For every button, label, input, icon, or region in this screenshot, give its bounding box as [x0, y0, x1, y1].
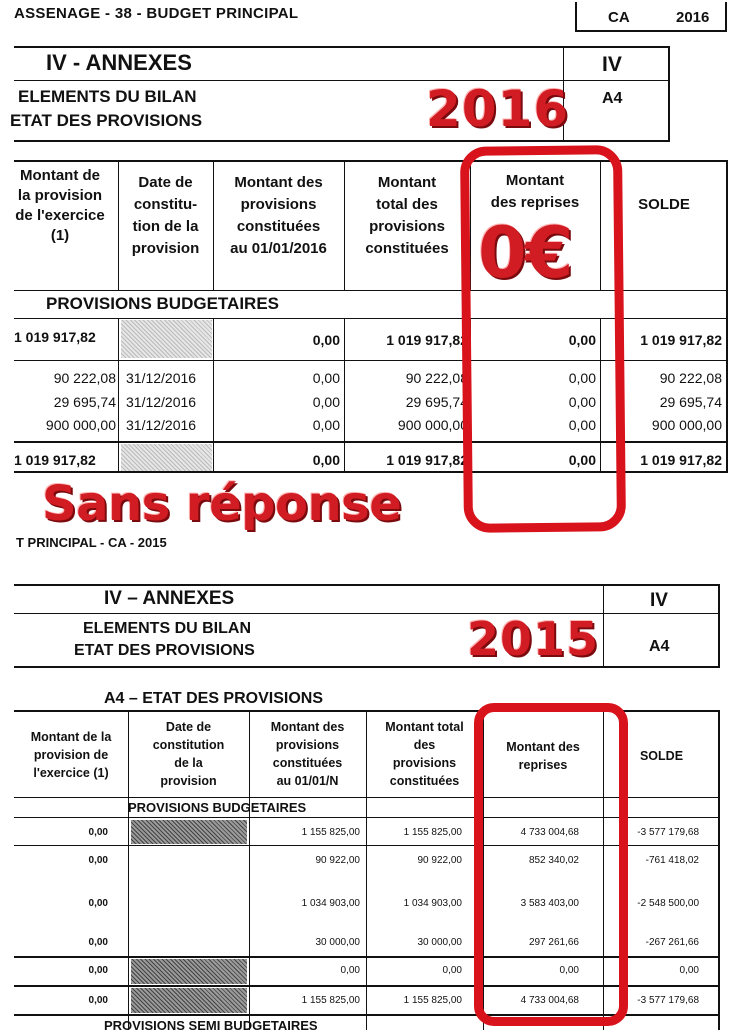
doc-2016-col-montant-exercice: Montant de la provision de l'exercice (1)	[15, 167, 105, 244]
table-cell: 0,00	[340, 965, 360, 976]
table-cell: 1 019 917,82	[14, 452, 96, 468]
table-cell: 1 019 917,82	[640, 452, 722, 468]
table-cell: 0,00	[568, 394, 596, 410]
highlight-box-2016	[460, 145, 626, 533]
doc-2016-col-montant-01: Montant des provisions constituées au 01/01/2016	[230, 174, 327, 257]
table-cell: 1 155 825,00	[403, 827, 462, 838]
doc-2016-bilan-line1: ELEMENTS DU BILAN	[18, 87, 197, 106]
table-cell: 29 695,74	[659, 394, 722, 410]
table-cell: 1 034 903,00	[403, 898, 462, 909]
table-cell: 90 922,00	[315, 855, 360, 866]
annotation-sans-reponse: Sans réponse	[42, 476, 402, 532]
table-cell: 0,00	[568, 452, 596, 468]
table-cell: 0,00	[312, 417, 340, 433]
table-cell: 1 019 917,82	[14, 329, 96, 345]
table-cell: 1 019 917,82	[640, 332, 722, 348]
hatched-cell	[121, 320, 212, 358]
table-cell: 29 695,74	[405, 394, 468, 410]
table-cell: 0,00	[312, 452, 340, 468]
doc-2016-section-label: PROVISIONS BUDGETAIRES	[46, 294, 279, 313]
table-cell: 0,00	[559, 965, 579, 976]
doc-2016-col-reprises: Montant des reprises	[490, 172, 580, 211]
table-cell: 900 000,00	[651, 417, 722, 433]
highlight-box-2015	[474, 703, 628, 1026]
table-cell: 31/12/2016	[126, 370, 197, 386]
table-cell: 1 155 825,00	[301, 827, 360, 838]
doc-2016-code-a4: A4	[602, 90, 623, 107]
table-cell: 0,00	[312, 370, 340, 386]
hatched-cell	[131, 959, 247, 984]
table-cell: 0,00	[88, 827, 108, 838]
table-cell: 0,00	[312, 394, 340, 410]
doc-2015-col-montant-exercice: Montant de la provision de l'exercice (1)	[30, 730, 112, 780]
table-cell: 31/12/2016	[126, 417, 197, 433]
doc-2015-annexes-title: IV – ANNEXES	[104, 588, 235, 609]
table-cell: 0,00	[88, 937, 108, 948]
doc-2015-col-reprises: Montant des reprises	[506, 740, 580, 772]
table-cell: 0,00	[88, 995, 108, 1006]
table-cell: 30 000,00	[315, 937, 360, 948]
table-cell: 90 222,08	[659, 370, 722, 386]
doc-2015-header: T PRINCIPAL - CA - 2015	[16, 535, 167, 550]
table-cell: 30 000,00	[417, 937, 462, 948]
hatched-cell	[121, 444, 212, 471]
doc-2015-col-date: Date de constitution de la provision	[152, 720, 225, 788]
table-cell: 1 155 825,00	[403, 995, 462, 1006]
doc-2016-top-year: 2016	[676, 9, 710, 26]
table-cell: 4 733 004,68	[520, 827, 579, 838]
doc-2016-annexes-code: IV	[602, 53, 622, 76]
doc-2016-top-ca: CA	[608, 9, 630, 26]
table-cell: 297 261,66	[528, 937, 579, 948]
doc-2015-section-label: PROVISIONS BUDGETAIRES	[128, 800, 307, 815]
table-cell: 1 155 825,00	[301, 995, 360, 1006]
table-cell: -3 577 179,68	[637, 995, 699, 1006]
table-cell: 852 340,02	[528, 855, 579, 866]
table-cell: 1 019 917,82	[386, 332, 468, 348]
table-cell: 0,00	[88, 898, 108, 909]
table-cell: -3 577 179,68	[637, 827, 699, 838]
table-cell: 0,00	[568, 417, 596, 433]
doc-2015-col-montant-total: Montant total des provisions constituées	[385, 720, 464, 788]
hatched-cell	[131, 988, 247, 1013]
table-cell: 0,00	[679, 965, 699, 976]
table-cell: 0,00	[568, 332, 596, 348]
annotation-zero-euro: 0€	[478, 212, 572, 294]
table-cell: 0,00	[568, 370, 596, 386]
table-cell: 900 000,00	[45, 417, 116, 433]
doc-2015-table-title: A4 – ETAT DES PROVISIONS	[104, 690, 324, 707]
doc-2015-bilan-line1: ELEMENTS DU BILAN	[83, 620, 251, 637]
table-cell: 0,00	[88, 855, 108, 866]
doc-2016-col-montant-total: Montant total des provisions constituées	[365, 174, 449, 257]
doc-2015-col-montant-01: Montant des provisions constituées au 01/01/N	[270, 720, 345, 788]
doc-2016-top-header: ASSENAGE - 38 - BUDGET PRINCIPAL	[14, 5, 299, 22]
table-cell: 4 733 004,68	[520, 995, 579, 1006]
annotation-year-2015: 2015	[467, 612, 600, 666]
annotation-year-2016: 2016	[426, 80, 570, 138]
table-cell: 3 583 403,00	[520, 898, 579, 909]
doc-2015-annexes-code: IV	[650, 590, 668, 611]
doc-2015-bilan-line2: ETAT DES PROVISIONS	[74, 642, 255, 659]
doc-2016-annexes-title: IV - ANNEXES	[46, 50, 192, 75]
table-cell: 1 034 903,00	[301, 898, 360, 909]
table-cell: 900 000,00	[397, 417, 468, 433]
doc-2016-bilan-line2: ETAT DES PROVISIONS	[10, 111, 203, 130]
table-cell: 1 019 917,82	[386, 452, 468, 468]
table-cell: 90 222,08	[53, 370, 116, 386]
table-cell: 90 922,00	[417, 855, 462, 866]
doc-2016-col-date: Date de constitu- tion de la provision	[131, 174, 200, 257]
table-cell: 0,00	[88, 965, 108, 976]
doc-2015-next-section: PROVISIONS SEMI BUDGETAIRES	[104, 1018, 318, 1033]
table-cell: -2 548 500,00	[637, 898, 699, 909]
doc-2016-col-solde: SOLDE	[638, 196, 690, 213]
table-cell: 90 222,08	[405, 370, 468, 386]
hatched-cell	[131, 820, 247, 844]
doc-2015-code-a4: A4	[649, 638, 670, 655]
table-cell: 31/12/2016	[126, 394, 197, 410]
table-cell: 0,00	[312, 332, 340, 348]
table-cell: 29 695,74	[53, 394, 116, 410]
doc-2015-col-solde: SOLDE	[639, 749, 684, 763]
table-cell: -761 418,02	[645, 855, 699, 866]
table-cell: -267 261,66	[645, 937, 699, 948]
table-cell: 0,00	[442, 965, 462, 976]
